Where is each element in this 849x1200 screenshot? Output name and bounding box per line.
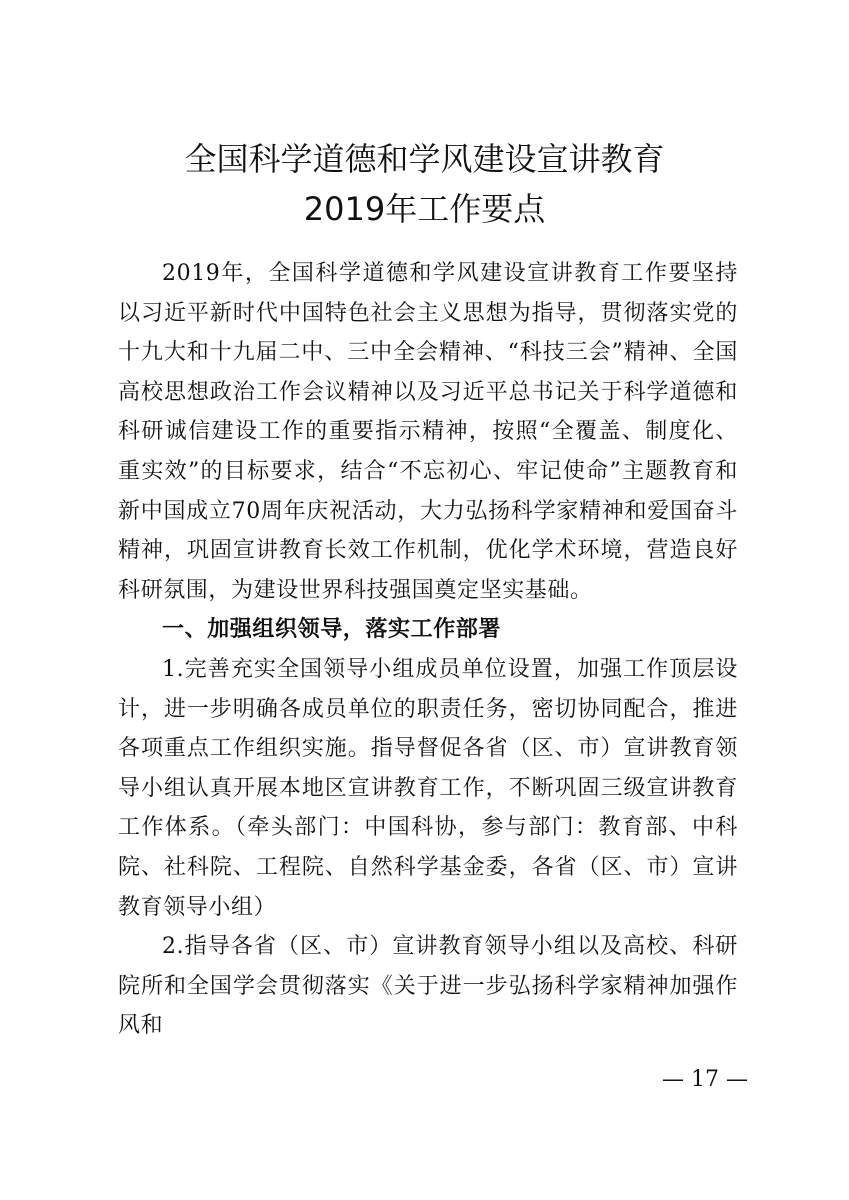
document-title-line2: 2019年工作要点	[303, 190, 546, 228]
section-heading: 一、加强组织领导，落实工作部署	[162, 617, 502, 643]
document-body	[118, 254, 738, 1046]
item-2-paragraph: 2.指导各省（区、市）宣讲教育领导小组以及高校、科研院所和全国学会贯彻落实《关于进一步弘扬科学家精神加强作风和	[118, 934, 738, 1039]
item-1-paragraph: 1.完善充实全国领导小组成员单位设置，加强工作顶层设计，进一步明确各成员单位的职责任务，密切协同配合，推进各项重点工作组织实施。指导督促各省（区、市）宣讲教育领导小组认真开展本地区宣讲教育工作，不断巩固三级宣讲教育工作体系。（牵头部门：中国科协，参与部门：教育部、中科院、社科院、工程院、自然科学基金委，各省（区、市）宣讲教育领导小组）	[118, 656, 738, 920]
page-number: — 17 —	[662, 1067, 748, 1092]
intro-paragraph: 2019年，全国科学道德和学风建设宣讲教育工作要坚持以习近平新时代中国特色社会主义思想为指导，贯彻落实党的十九大和十九届二中、三中全会精神、“科技三会”精神、全国高校思想政治工作会议精神以及习近平总书记关于科学道德和科研诚信建设工作的重要指示精神，按照“全覆盖、制度化、重实效”的目标要求，结合“不忘初心、牢记使命”主题教育和新中国成立70周年庆祝活动，大力弘扬科学家精神和爱国奋斗精神，巩固宣讲教育长效工作机制，优化学术环境，营造良好科研氛围，为建设世界科技强国奠定坚实基础。	[118, 261, 738, 603]
document-title-line1: 全国科学道德和学风建设宣讲教育	[184, 140, 665, 178]
